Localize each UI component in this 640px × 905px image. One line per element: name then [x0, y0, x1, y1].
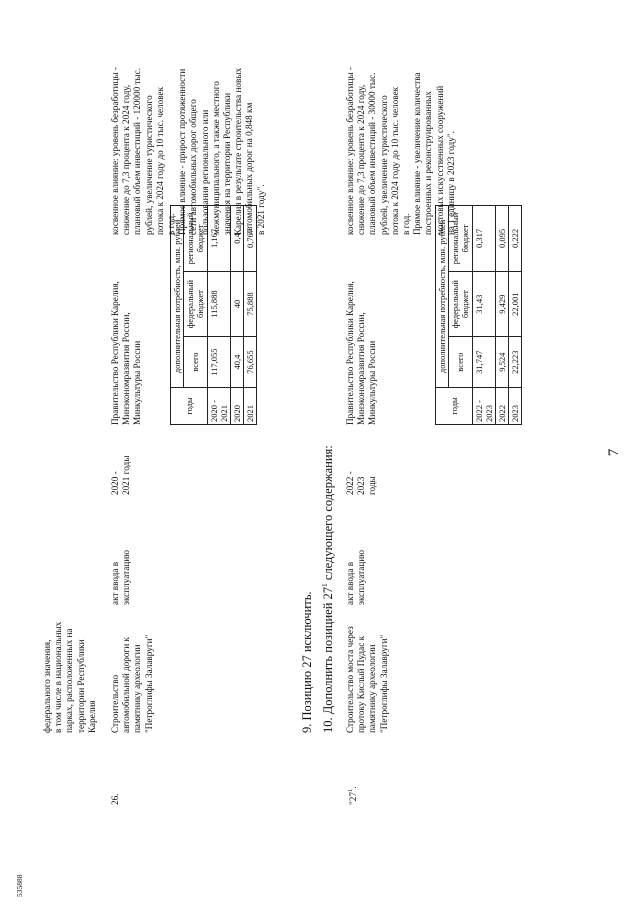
effect-line: рублей, увеличение туристического [378, 95, 389, 235]
year-cell: 2022 [496, 387, 509, 424]
effect-line: косвенное влияние: уровень безработицы - [110, 67, 120, 235]
table-row [244, 206, 257, 425]
name-line: Строительство моста через [345, 626, 355, 733]
effect-line: плановый объем инвестиций - 120000 тыс. [132, 67, 143, 235]
executor-line: Правительство Республики Карелия, [110, 281, 120, 425]
year-line: 2022 - [473, 400, 484, 422]
total-cell: 76,655 [244, 337, 257, 388]
effect-line: значения на территории Республики [222, 92, 233, 235]
effect-line: снижение до 7,3 процента к 2024 году, [356, 84, 367, 235]
regional-cell: 0,222 [509, 206, 522, 272]
effect-line: на 1 единицу в 2023 году". [445, 131, 456, 235]
years-header: годы [436, 387, 473, 424]
term-line: 2022 - [345, 471, 355, 495]
doc-line: акт ввода в [110, 561, 120, 605]
executor-line: Правительство Республики Карелия, [345, 281, 355, 425]
continuation-text [42, 493, 98, 733]
year-cell: 2020 [231, 387, 244, 424]
header-line: бюджет [460, 224, 471, 253]
header-line: федеральный [450, 280, 461, 329]
table-row [231, 206, 244, 425]
table-row [509, 206, 522, 425]
federal-cell: 75,888 [244, 271, 257, 336]
effect-line: потока к 2024 году до 10 тыс. человек [389, 86, 400, 235]
executor-line: Минкультуры России [367, 340, 378, 425]
continuation-line: в том числе в национальных [53, 621, 64, 733]
instruction-10-sup: 1 [320, 583, 329, 587]
federal-cell: 22,001 [509, 271, 522, 337]
year-cell: 2023 [509, 387, 522, 424]
effect-line: в год. [166, 213, 177, 235]
instruction-10 [318, 445, 335, 733]
doc-line: эксплуатацию [356, 550, 367, 605]
continuation-line: федерального значения, [42, 639, 52, 733]
page-number: 7 [606, 448, 622, 457]
funding-table-26 [170, 205, 257, 425]
years-header: годы [171, 387, 208, 424]
effect-line: мостовых искусственных сооружений [434, 85, 445, 235]
year-line: 2021 [218, 405, 229, 422]
funding-table-271 [435, 205, 522, 425]
continuation-line: парках, расположенных на [64, 628, 75, 733]
regional-cell: 1,167 [207, 206, 230, 272]
name-line: Строительство [110, 674, 120, 733]
position-271-effect [345, 5, 457, 235]
header-line: бюджет [460, 290, 471, 319]
effect-line: снижение до 7,3 процента к 2024 году, [121, 84, 132, 235]
effect-line: потока к 2024 году до 10 тыс. человек [154, 86, 165, 235]
regional-cell: 0,767 [244, 206, 257, 272]
doc-line: эксплуатацию [121, 550, 132, 605]
position-26-document [110, 485, 132, 605]
effect-line: Прямое влияние - увеличение количества [412, 72, 423, 235]
continuation-line: Карелия [86, 700, 97, 733]
executor-line: Минэкономразвития России, [356, 312, 367, 425]
table-row [496, 206, 509, 425]
effect-line: автомобильных дорог на 0,848 км [244, 102, 255, 235]
effect-line: межмуниципального, а также местного [210, 81, 221, 235]
total-cell: 22,223 [509, 337, 522, 387]
header-line: региональный [185, 212, 196, 265]
name-line: "Петроглифы Залавруги" [378, 634, 389, 733]
name-line: памятнику археологии [367, 644, 378, 733]
effect-line: в год. [401, 213, 412, 235]
table-row [207, 206, 230, 425]
name-line: автомобильной дороги к [121, 637, 132, 733]
position-26-number: 26. [110, 793, 120, 805]
term-line: 2021 годы [121, 455, 132, 495]
total-header: всего [449, 337, 472, 387]
header-line: бюджет [195, 290, 206, 318]
doc-line: акт ввода в [345, 561, 355, 605]
term-line: 2023 [356, 476, 367, 495]
header-line: бюджет [195, 224, 206, 253]
effect-line: Прямое влияние - прирост протяженности [177, 68, 188, 235]
effect-line: косвенное влияние: уровень безработицы - [345, 67, 355, 235]
year-cell: 2021 [244, 387, 257, 424]
instruction-10-tail: следующего содержания: [321, 445, 336, 584]
document-serial: 535888 [15, 874, 24, 897]
name-line: памятнику археологии [132, 644, 143, 733]
effect-line: сети автомобильных дорог общего [188, 99, 199, 235]
federal-cell: 40 [231, 271, 244, 336]
federal-header [449, 271, 472, 337]
effect-line: в 2021 году". [255, 184, 266, 235]
term-line: годы [367, 476, 378, 495]
term-line: 2020 - [110, 471, 120, 495]
table-row [472, 206, 495, 425]
year-cell [472, 387, 495, 424]
effect-line: Карелия в результате строительства новых [233, 67, 244, 235]
instruction-10-text: 10. Дополнить позицией 27 [321, 586, 336, 733]
federal-cell: 31,43 [472, 271, 495, 337]
year-line: 2023 [483, 405, 494, 422]
total-cell: 9,524 [496, 337, 509, 387]
effect-line: рублей, увеличение туристического [143, 95, 154, 235]
executor-line: Минэкономразвития России, [121, 312, 132, 425]
regional-cell: 0,4 [231, 206, 244, 272]
federal-cell: 9,429 [496, 271, 509, 337]
executor-line: Минкультуры России [132, 340, 143, 425]
header-line: региональный [450, 212, 461, 265]
name-line: "Петроглифы Залавруги" [143, 634, 154, 733]
need-header: дополнительная потребность, млн. рублей [171, 206, 184, 388]
continuation-line: территории Республики [75, 639, 86, 733]
number-sup: 1 [347, 788, 354, 793]
header-line: федеральный [185, 279, 196, 329]
position-26-effect [110, 5, 267, 235]
total-cell: 31,747 [472, 337, 495, 387]
number-text: "27 [348, 792, 359, 805]
effect-line: построенных и реконструированных [423, 91, 434, 235]
position-271-document [345, 485, 367, 605]
effect-line: плановый объем инвестиций - 30000 тыс. [367, 72, 378, 235]
effect-line: пользования регионального или [199, 109, 210, 235]
federal-header [184, 271, 207, 336]
instruction-9: 9. Позицию 27 исключить. [300, 591, 314, 733]
regional-cell: 0,095 [496, 206, 509, 272]
position-271-number [345, 787, 359, 806]
total-cell: 117,055 [207, 337, 230, 388]
need-header: дополнительная потребность, млн. рублей [436, 206, 449, 388]
federal-cell: 115,888 [207, 271, 230, 336]
total-header: всего [184, 337, 207, 388]
name-line: протоку Кислый Пудас к [356, 635, 367, 733]
year-line: 2020 - [208, 400, 219, 422]
regional-cell: 0,317 [472, 206, 495, 272]
number-dot: . [348, 786, 359, 789]
year-cell [207, 387, 230, 424]
total-cell: 40,4 [231, 337, 244, 388]
